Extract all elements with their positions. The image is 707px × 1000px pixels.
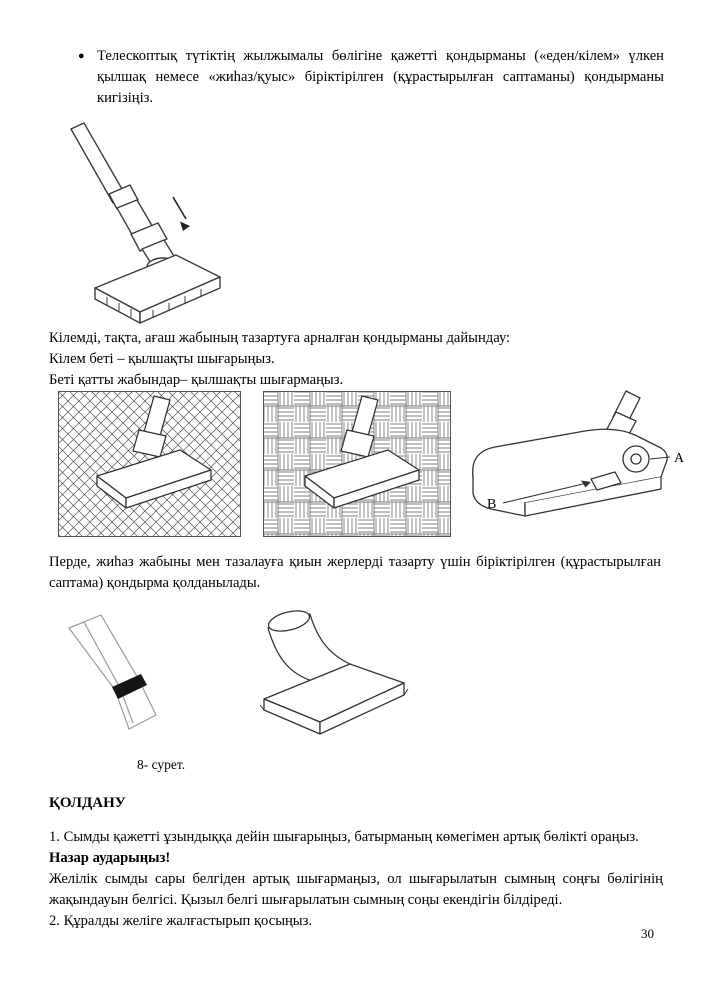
- crevice-tool-illustration: [57, 610, 205, 742]
- usage-attention-text: Желілік сымды сары белгіден артық шығармаңыз, ол шығарылатын сымның соңғы бөлігінің жақындауын белгісі. Қызыл белгі шығарылатын сымның соңы екендігін білдіреді.: [49, 871, 663, 908]
- figure-label-b: B: [487, 497, 497, 512]
- hard-floor-cleaning-illustration: [262, 390, 452, 538]
- upholstery-nozzle-illustration: [248, 606, 426, 752]
- figure-caption: 8- сурет.: [137, 757, 186, 772]
- usage-step-2: 2. Құралды желіге жалғастырып қосыңыз.: [49, 913, 313, 929]
- usage-attention-title: Назар аударыңыз!: [49, 850, 171, 866]
- prepare-line-1: Кілемді, тақта, ағаш жабының тазартуға арналған қондырманы дайындау:: [49, 330, 511, 346]
- intro-bullet-item: [78, 46, 664, 109]
- intro-bullet-text: Телескоптық түтіктің жылжымалы бөлігіне қажетті қондырманы («еден/кілем» үлкен қылшақ немесе «жиһаз/қуыс» біріктірілген (құрастырылған саптаманы) қондырманы кигізіңіз.: [97, 48, 664, 106]
- nozzle-pedal-illustration: [463, 387, 694, 545]
- bullet-marker: ●: [78, 50, 85, 62]
- usage-step-1: 1. Сымды қажетті ұзындыққа дейін шығарыңыз, батырманың көмегімен артық бөлікті ораңыз.: [49, 829, 639, 845]
- direction-arrow-icon: [173, 197, 190, 231]
- prepare-line-3: Беті қатты жабындар– қылшақты шығармаңыз.: [49, 372, 344, 388]
- prepare-line-2: Кілем беті – қылшақты шығарыңыз.: [49, 351, 275, 367]
- usage-heading: ҚОЛДАНУ: [49, 795, 126, 811]
- usage-section: [49, 827, 663, 932]
- combined-nozzle-paragraph: Перде, жиһаз жабыны мен тазалауға қиын жерлерді тазарту үшін біріктірілген (құрастырылған саптама) қондырма қолданылады.: [49, 554, 661, 591]
- carpet-cleaning-illustration: [57, 390, 242, 538]
- page-number: 30: [641, 926, 654, 941]
- prepare-paragraph: [49, 328, 663, 391]
- telescopic-tube-nozzle-illustration: [57, 120, 242, 325]
- figure-label-a: A: [674, 451, 685, 466]
